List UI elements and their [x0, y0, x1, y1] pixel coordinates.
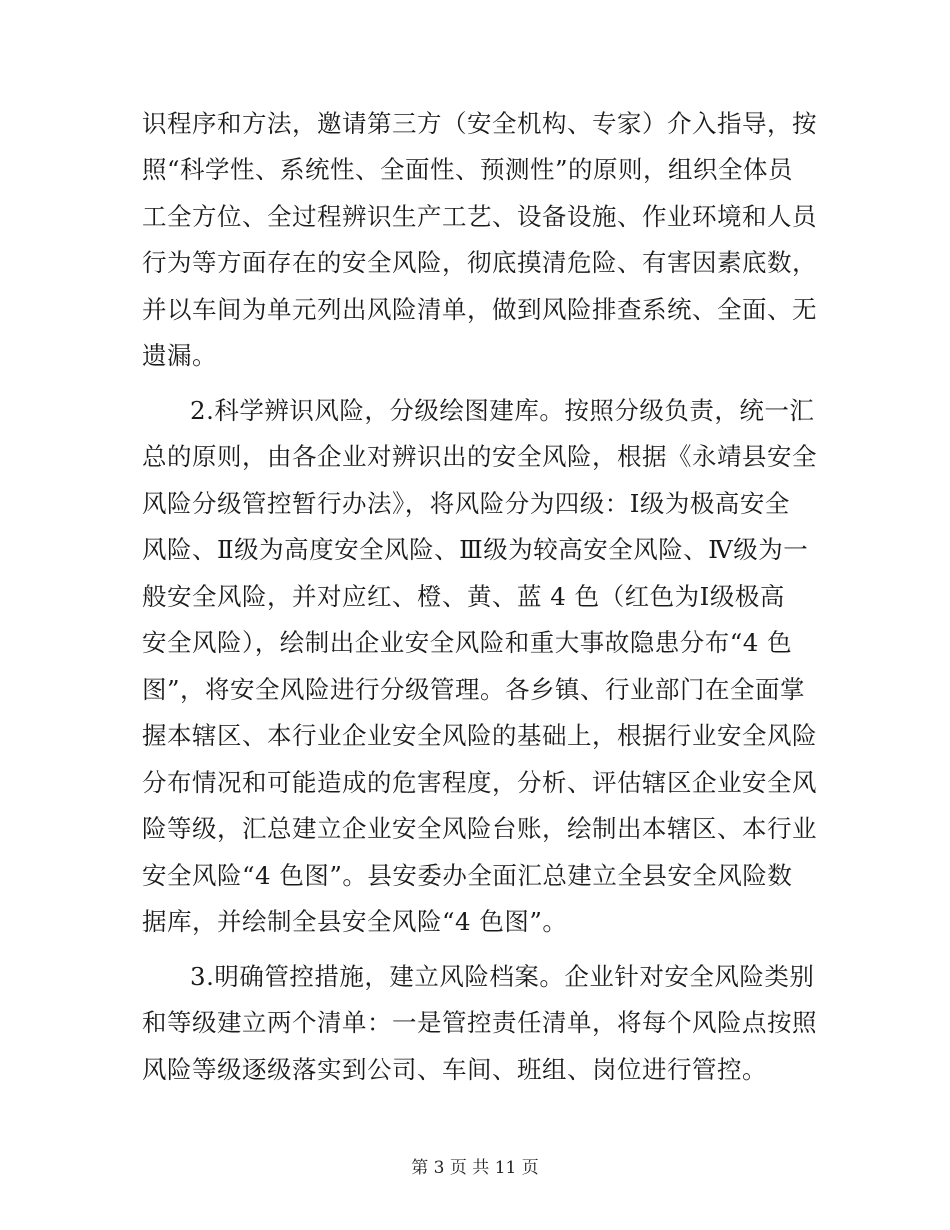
text-line: 风险、Ⅱ级为高度安全风险、Ⅲ级为较高安全风险、Ⅳ级为一 — [142, 535, 809, 564]
text-line: 遗漏。 — [142, 341, 217, 370]
text-line: 照“科学性、系统性、全面性、预测性”的原则，组织全体员 — [142, 155, 794, 184]
text-line: 工全方位、全过程辨识生产工艺、设备设施、作业环境和人员 — [142, 202, 817, 231]
text-line: 险等级，汇总建立企业安全风险台账，绘制出本辖区、本行业 — [142, 814, 817, 843]
text-line: 3.明确管控措施，建立风险档案。企业针对安全风险类别 — [190, 962, 815, 991]
page-footer: 第 3 页 共 11 页 — [411, 1158, 539, 1178]
text-line: 和等级建立两个清单：一是管控责任清单，将每个风险点按照 — [142, 1008, 817, 1037]
text-line: 总的原则，由各企业对辨识出的安全风险，根据《永靖县安全 — [142, 442, 817, 471]
text-line: 图”，将安全风险进行分级管理。各乡镇、行业部门在全面掌 — [142, 675, 806, 704]
text-line: 风险分级管控暂行办法》，将风险分为四级：Ⅰ级为极高安全 — [142, 489, 790, 518]
text-line: 安全风险），绘制出企业安全风险和重大事故隐患分布“4 色 — [142, 628, 793, 657]
text-line: 握本辖区、本行业企业安全风险的基础上，根据行业安全风险 — [142, 721, 817, 750]
text-line: 般安全风险，并对应红、橙、黄、蓝 4 色（红色为Ⅰ级极高 — [142, 582, 785, 611]
text-line: 据库，并绘制全县安全风险“4 色图”。 — [142, 907, 568, 936]
text-line: 并以车间为单元列出风险清单，做到风险排查系统、全面、无 — [142, 295, 817, 324]
text-line: 行为等方面存在的安全风险，彻底摸清危险、有害因素底数， — [142, 248, 817, 277]
text-line: 2.科学辨识风险，分级绘图建库。按照分级负责，统一汇 — [190, 396, 815, 425]
text-line: 分布情况和可能造成的危害程度，分析、评估辖区企业安全风 — [142, 768, 817, 797]
text-line: 安全风险“4 色图”。县安委办全面汇总建立全县安全风险数 — [142, 861, 793, 890]
text-line: 风险等级逐级落实到公司、车间、班组、岗位进行管控。 — [142, 1055, 767, 1084]
text-line: 识程序和方法，邀请第三方（安全机构、专家）介入指导，按 — [142, 109, 817, 138]
